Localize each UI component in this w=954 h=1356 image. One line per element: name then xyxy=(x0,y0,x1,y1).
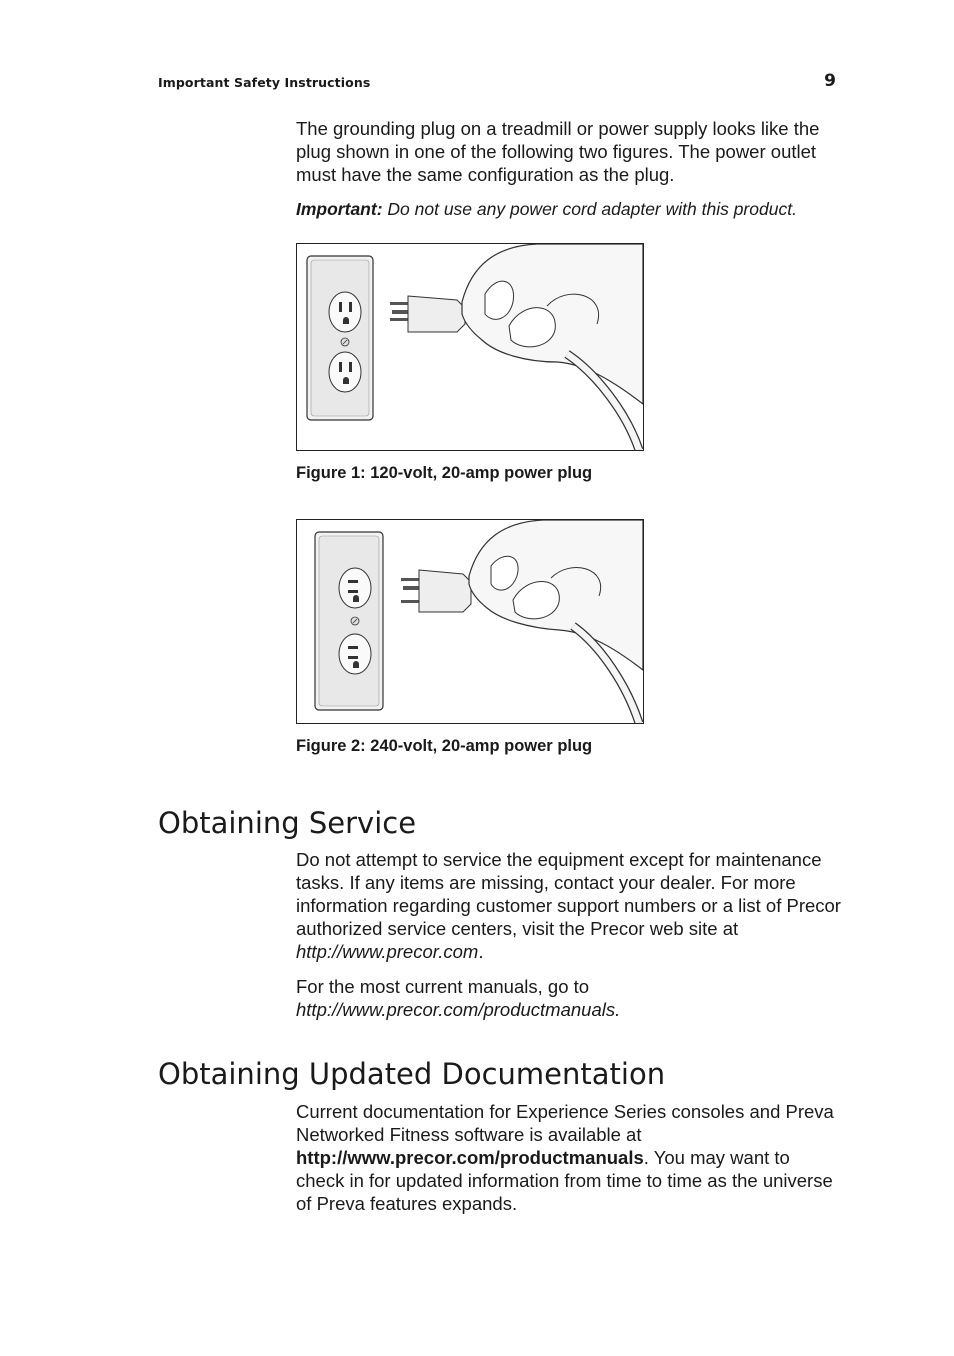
figure-1-caption: Figure 1: 120-volt, 20-amp power plug xyxy=(296,464,593,482)
documentation-link[interactable]: http://www.precor.com/productmanuals xyxy=(296,1147,644,1168)
running-head: Important Safety Instructions xyxy=(158,75,371,90)
documentation-text-after: . You may want to check in for updated information from time to time as the universe of Preva features expands. xyxy=(296,1147,833,1214)
hand xyxy=(469,520,643,670)
important-text: Do not use any power cord adapter with this product. xyxy=(382,199,797,219)
figure-2-illustration xyxy=(296,519,644,724)
page-number: 9 xyxy=(824,71,836,91)
important-label: Important: xyxy=(296,199,383,219)
figure-2-caption: Figure 2: 240-volt, 20-amp power plug xyxy=(296,737,593,755)
service-text: Do not attempt to service the equipment except for maintenance tasks. If any items are missing, contact your dealer. For more information regarding customer support numbers or a list of Precor authorized service centers, visit the Precor web site at xyxy=(296,849,841,939)
updated-documentation-section xyxy=(296,1100,841,1215)
obtaining-service-section xyxy=(296,848,841,1021)
updated-documentation-heading: Obtaining Updated Documentation xyxy=(158,1057,666,1091)
power-plug xyxy=(401,570,471,612)
documentation-paragraph xyxy=(296,1100,841,1215)
power-plug xyxy=(390,296,465,332)
intro-paragraph: The grounding plug on a treadmill or power supply looks like the plug shown in one of the following two figures. The power outlet must have the same configuration as the plug. xyxy=(296,118,820,185)
manuals-paragraph xyxy=(296,975,841,1021)
precor-website-link[interactable]: http://www.precor.com xyxy=(296,941,479,962)
obtaining-service-heading: Obtaining Service xyxy=(158,806,417,840)
manuals-text: For the most current manuals, go to xyxy=(296,976,590,997)
figure-1-illustration xyxy=(296,243,644,451)
service-paragraph xyxy=(296,848,841,963)
intro-section xyxy=(296,117,841,221)
wall-outlet-plate xyxy=(307,256,373,420)
documentation-text-before: Current documentation for Experience Series consoles and Preva Networked Fitness software is available at xyxy=(296,1101,834,1145)
hand xyxy=(462,244,643,404)
product-manuals-link[interactable]: http://www.precor.com/productmanuals. xyxy=(296,999,621,1020)
important-note xyxy=(296,198,841,221)
wall-outlet-plate xyxy=(315,532,383,710)
service-period: . xyxy=(478,941,484,962)
